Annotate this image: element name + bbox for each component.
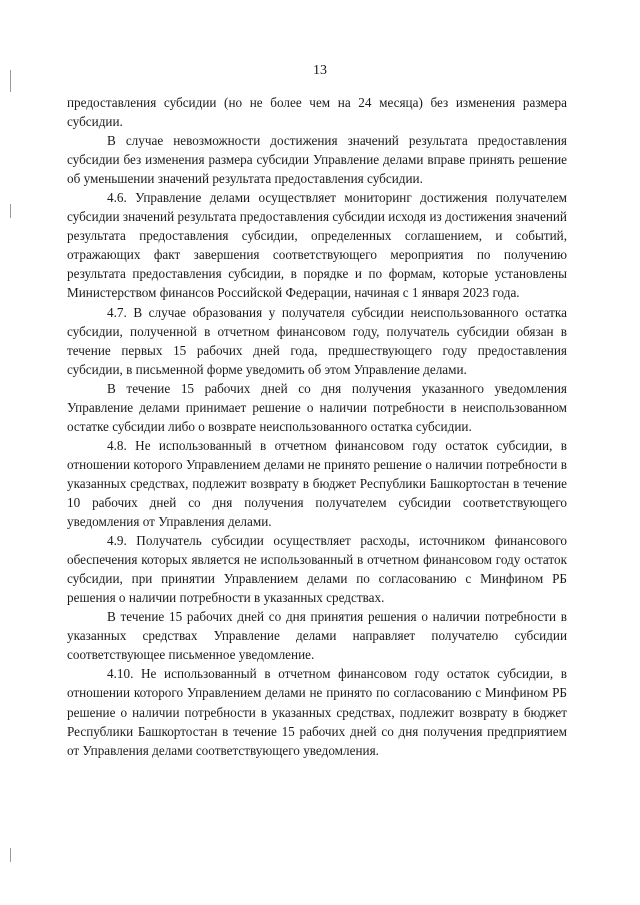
paragraph: В случае невозможности достижения значений результата предоставления субсидии без изменения размера субсидии Управление делами вправе принять решение об уменьшении значений результата предоставления субсидии. bbox=[67, 133, 567, 187]
scan-edge-mark-middle bbox=[10, 204, 11, 218]
scan-edge-mark-bottom bbox=[10, 848, 11, 862]
paragraph-4-9: 4.9. Получатель субсидии осуществляет расходы, источником финансового обеспечения которых является не использованный в отчетном финансовом году остаток субсидии, при принятии Управлением делами по согласованию с Минфином РБ решения о наличии потребности в указанных средствах. bbox=[67, 533, 567, 606]
paragraph-4-7: 4.7. В случае образования у получателя субсидии неиспользованного остатка субсидии, полученной в отчетном финансовом году, получатель субсидии обязан в течение первых 15 рабочих дней года, предшествующего году предоставления субсидии, в письменной форме уведомить об этом Управление делами. bbox=[67, 304, 567, 377]
paragraph: В течение 15 рабочих дней со дня принятия решения о наличии потребности в указанных средствах Управление делами направляет получателю субсидии соответствующее письменное уведомление. bbox=[67, 609, 567, 663]
paragraph-4-6: 4.6. Управление делами осуществляет мониторинг достижения получателем субсидии значений результата предоставления субсидии исходя из достижения значений результата предоставления субсидии, определенных соглашением, и событий, отражающих факт завершения соответствующего мероприятия по получению результата предоставления субсидии, в порядке и по формам, которые установлены Министерством финансов Российской Федерации, начиная с 1 января 2023 года. bbox=[67, 190, 567, 301]
paragraph: В течение 15 рабочих дней со дня получения указанного уведомления Управление делами принимает решение о наличии потребности в неиспользованном остатке субсидии либо о возврате неиспользованного остатка субсидии. bbox=[67, 380, 567, 434]
paragraph-4-8: 4.8. Не использованный в отчетном финансовом году остаток субсидии, в отношении которого Управлением делами не принято решение о наличии потребности в указанных средствах, подлежит возврату в бюджет Республики Башкортостан в течение 10 рабочих дней со дня получения получателем субсидии соответствующего уведомления от Управления делами. bbox=[67, 437, 567, 530]
paragraph: предоставления субсидии (но не более чем на 24 месяца) без изменения размера субсидии. bbox=[67, 95, 567, 130]
document-body bbox=[67, 93, 567, 760]
page-number: 13 bbox=[313, 63, 327, 78]
paragraph-4-10: 4.10. Не использованный в отчетном финансовом году остаток субсидии, в отношении которого Управлением делами не принято по согласованию с Минфином РБ решение о наличии потребности в указанных средствах, подлежит возврату в бюджет Республики Башкортостан в течение 15 рабочих дней со дня получения предприятием от Управления делами соответствующего уведомления. bbox=[67, 666, 567, 758]
